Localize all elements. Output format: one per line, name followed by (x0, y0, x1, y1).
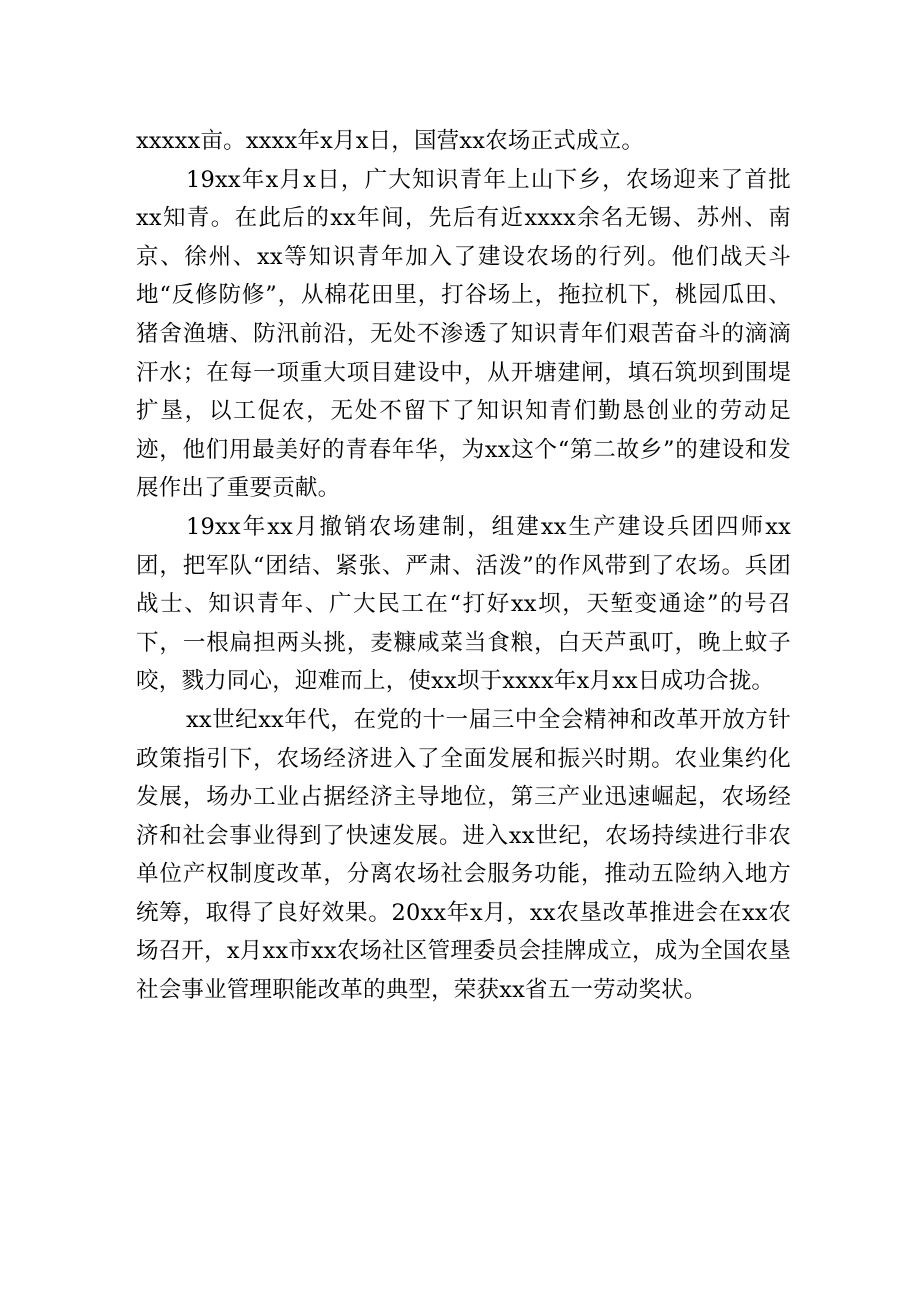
paragraph-continuation: xxxxx亩。xxxx年x月x日，国营xx农场正式成立。 (136, 128, 645, 154)
paragraph-production-corps: 19xx年xx月撤销农场建制，组建xx生产建设兵团四师xx团，把军队“团结、紧张、严肃、活泼”的作风带到了农场。兵团战士、知识青年、广大民工在“打好xx坝，天堑变通途”的号召下，一根扁担两头挑，麦糠咸菜当食粮，白天芦虱叮，晚上蚊子咬，戮力同心，迎难而上，使xx坝于xxxx年x月xx日成功合拢。 (136, 513, 791, 695)
document-page (136, 122, 791, 1010)
paragraph-reform-era: xx世纪xx年代，在党的十一届三中全会精神和改革开放方针政策指引下，农场经济进入了全面发展和振兴时期。农业集约化发展，场办工业占据经济主导地位，第三产业迅速崛起，农场经济和社会事业得到了快速发展。进入xx世纪，农场持续进行非农单位产权制度改革，分离农场社会服务功能，推动五险纳入地方统筹，取得了良好效果。20xx年x月，xx农垦改革推进会在xx农场召开，x月xx市xx农场社区管理委员会挂牌成立，成为全国农垦社会事业管理职能改革的典型，荣获xx省五一劳动奖状。 (136, 706, 791, 1004)
paragraph-educated-youth: 19xx年x月x日，广大知识青年上山下乡，农场迎来了首批xx知青。在此后的xx年间，先后有近xxxx余名无锡、苏州、南京、徐州、xx等知识青年加入了建设农场的行列。他们战天斗地“反修防修”，从棉花田里，打谷场上，拖拉机下，桃园瓜田、猪舍渔塘、防汛前沿，无处不渗透了知识青年们艰苦奋斗的滴滴汗水；在每一项重大项目建设中，从开塘建闸，填石筑坝到围堤扩垦，以工促农，无处不留下了知识知青们勤恳创业的劳动足迹，他们用最美好的青春年华，为xx这个“第二故乡”的建设和发展作出了重要贡献。 (136, 166, 791, 502)
